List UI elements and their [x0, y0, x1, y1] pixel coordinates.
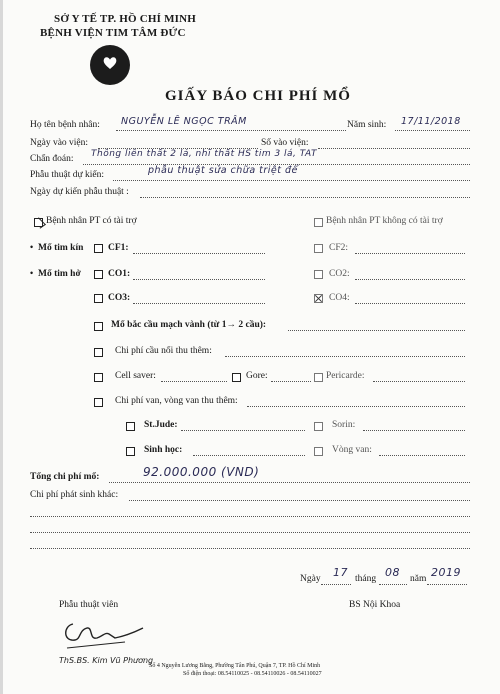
cf1-label: CF1:	[108, 243, 129, 253]
co2-checkbox[interactable]	[314, 270, 323, 279]
hospital-name: BỆNH VIỆN TIM TÂM ĐỨC	[40, 27, 186, 39]
admission-date-label: Ngày vào viện:	[30, 138, 89, 148]
surgeon-label: Phẫu thuật viên	[59, 600, 119, 610]
surgery-date-label: Ngày dự kiến phẫu thuật :	[30, 187, 129, 197]
vongvan-checkbox[interactable]	[314, 447, 323, 456]
planned-surgery-value: phẫu thuật sửa chữa triệt để	[148, 165, 298, 176]
sinhhoc-checkbox[interactable]	[126, 447, 135, 456]
footer-phone: Số điện thoại: 08.54110025 - 08.54110026 - 08.54110027	[183, 671, 322, 677]
stjude-checkbox[interactable]	[126, 422, 135, 431]
unsponsored-label: Bệnh nhân PT không có tài trợ	[326, 216, 443, 226]
diagnosis-value: Thông liên thất 2 lá, nhĩ thất HS tim 3 lá, TAT	[91, 149, 317, 159]
co1-label: CO1:	[108, 269, 131, 279]
cellsaver-checkbox[interactable]	[94, 373, 103, 382]
co2-label: CO2:	[329, 269, 350, 279]
admission-number-label: Số vào viện:	[261, 138, 309, 148]
date-month-label: tháng	[355, 574, 377, 584]
date-year-value: 2019	[431, 566, 461, 579]
page-title: GIẤY BÁO CHI PHÍ MỔ	[165, 88, 351, 104]
patient-name-label: Họ tên bệnh nhân:	[30, 120, 100, 130]
bypass-label: Mổ bắc cầu mạch vành (từ 1→ 2 cầu):	[111, 320, 267, 330]
co1-checkbox[interactable]	[94, 270, 103, 279]
bridge-cost-checkbox[interactable]	[94, 348, 103, 357]
surgeon-name-stamp: ThS.BS. Kim Vũ Phương	[59, 656, 154, 665]
valve-cost-label: Chi phí van, vòng van thu thêm:	[115, 396, 238, 406]
date-day-value: 17	[333, 566, 348, 579]
diagnosis-label: Chẩn đoán:	[30, 154, 74, 164]
extra-cost-label: Chi phí phát sinh khác:	[30, 490, 119, 500]
cf2-label: CF2:	[329, 243, 349, 253]
vongvan-label: Vòng van:	[332, 445, 372, 455]
surgeon-signature	[55, 612, 145, 652]
footer-address: Số 4 Nguyễn Lương Bằng, Phường Tân Phú, Quận 7, TP. Hồ Chí Minh	[149, 663, 321, 669]
stjude-label: St.Jude:	[144, 420, 178, 430]
dob-value: 17/11/2018	[401, 116, 461, 127]
cellsaver-label: Cell saver:	[115, 371, 156, 381]
bypass-checkbox[interactable]	[94, 322, 103, 331]
co4-checkbox[interactable]	[314, 294, 323, 303]
co4-label: CO4:	[329, 293, 350, 303]
date-month-value: 08	[385, 566, 400, 579]
patient-name-value: NGUYỄN LÊ NGỌC TRÂM	[121, 116, 247, 127]
date-year-label: năm	[410, 574, 427, 584]
bridge-cost-label: Chi phí cầu nối thu thêm:	[115, 346, 212, 356]
sorin-checkbox[interactable]	[314, 422, 323, 431]
valve-cost-checkbox[interactable]	[94, 398, 103, 407]
total-cost-label: Tổng chi phí mổ:	[30, 472, 100, 482]
cf1-checkbox[interactable]	[94, 244, 103, 253]
pericarde-label: Pericarde:	[326, 371, 365, 381]
total-cost-value: 92.000.000 (VND)	[143, 465, 260, 479]
internist-label: BS Nội Khoa	[349, 600, 401, 610]
hospital-logo-icon	[90, 45, 130, 85]
ministry-name: SỞ Y TẾ TP. HỒ CHÍ MINH	[54, 13, 197, 25]
co3-label: CO3:	[108, 293, 131, 303]
date-day-label: Ngày	[300, 574, 321, 584]
gore-checkbox[interactable]	[232, 373, 241, 382]
sorin-label: Sorin:	[332, 420, 356, 430]
closed-heart-label: Mổ tim kín	[38, 243, 84, 253]
co3-checkbox[interactable]	[94, 294, 103, 303]
open-heart-label: Mổ tim hở	[38, 269, 81, 279]
planned-surgery-label: Phẫu thuật dự kiến:	[30, 170, 105, 180]
dob-label: Năm sinh:	[347, 120, 387, 130]
cf2-checkbox[interactable]	[314, 244, 323, 253]
sponsored-checkbox[interactable]	[34, 218, 43, 227]
unsponsored-checkbox[interactable]	[314, 218, 323, 227]
sinhhoc-label: Sinh học:	[144, 445, 183, 455]
document-page: SỞ Y TẾ TP. HỒ CHÍ MINH BỆNH VIỆN TIM TÂM ĐỨC GIẤY BÁO CHI PHÍ MỔ Họ tên bệnh nhân: NGUYỄN LÊ NGỌC TRÂM Năm sinh: 17/11/2018 Ngày vào viện: Số vào viện: Chẩn đoán: Thông liên thất 2 lá, nhĩ thất HS tim 3 lá, TAT Phẫu thuật dự kiến: phẫu thuật sửa chữa triệt để Ngày dự kiến phẫu thuật : Bệnh nhân PT có tài trợ Bệnh nhân PT không có tài trợ • Mổ tim kín CF1: CF2: • Mổ tim hở CO1: CO2: CO3: CO4: Mổ bắc cầu mạch vành (từ 1→ 2 cầu): Chi phí cầu nối thu thêm: Cell saver: Gore: Pericarde: Chi phí van, vòng van thu thêm: St.Jude: Sorin: Sinh học: Vòng van: Tổng chi phí mổ: 92.000.000 (VND) Chi phí phát sinh khác: Ngày 17 tháng 08 năm 2019 Phẫu thuật viên BS Nội Khoa ThS.BS. Kim Vũ Phương Số 4 Nguyễn Lương Bằng, Phường Tân Phú, Quận 7, TP. Hồ Chí Minh Số điện thoại: 08.54110025 - 08.54110026 - 08.54110027	[0, 0, 500, 694]
gore-label: Gore:	[246, 371, 268, 381]
pericarde-checkbox[interactable]	[314, 373, 323, 382]
sponsored-label: Bệnh nhân PT có tài trợ	[46, 216, 137, 226]
